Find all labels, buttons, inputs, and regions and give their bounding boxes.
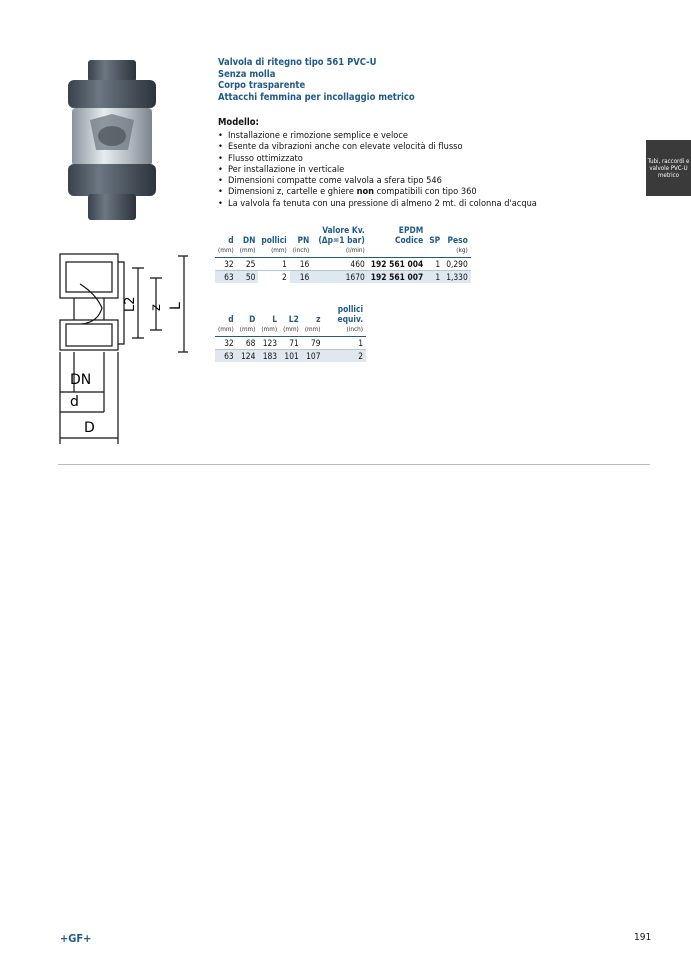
col-header xyxy=(312,225,367,245)
cell: 25 xyxy=(237,258,259,271)
cell: 71 xyxy=(280,337,302,350)
unit-cell: (inch) xyxy=(324,324,367,337)
col-header-line: equiv. xyxy=(337,314,364,324)
feature-list xyxy=(218,130,537,209)
cell: 2 xyxy=(258,271,289,284)
feature-item: • Installazione e rimozione semplice e veloce xyxy=(218,130,537,141)
title-line: Attacchi femmina per incollaggio metrico xyxy=(218,91,415,103)
feature-text: Dimensioni z, cartelle e ghiere xyxy=(228,186,357,198)
feature-bold: non xyxy=(356,186,375,198)
valve-photo xyxy=(62,58,162,226)
cell: 1 xyxy=(324,337,367,350)
col-header: DN xyxy=(242,235,256,245)
feature-item: • Dimensioni compatte come valvola a sfera tipo 546 xyxy=(218,175,537,186)
tab-line: Tubi, raccordi e xyxy=(647,157,690,165)
unit-cell: (mm) xyxy=(302,324,324,337)
spec-table-1 xyxy=(215,225,471,283)
feature-item: • Flusso ottimizzato xyxy=(218,153,537,164)
col-header: Peso xyxy=(447,235,468,245)
col-header: L xyxy=(272,314,278,324)
cell: 63 xyxy=(215,350,237,363)
cell: 1 xyxy=(426,271,443,284)
col-header xyxy=(324,304,367,324)
col-header: z xyxy=(316,314,321,324)
col-header-line: EPDM xyxy=(398,225,424,235)
spec-table-2 xyxy=(215,304,366,362)
table-row xyxy=(215,337,366,350)
cell: 101 xyxy=(280,350,302,363)
unit-cell: (inch) xyxy=(290,245,313,258)
label-L2: L2 xyxy=(123,296,138,312)
col-header-line: Codice xyxy=(394,235,424,245)
cell: 1 xyxy=(426,258,443,271)
cell: 79 xyxy=(302,337,324,350)
tab-line: valvole PVC-U xyxy=(649,164,688,172)
col-header-line: Valore Kv. xyxy=(322,225,365,235)
unit-cell: (kg) xyxy=(443,245,471,258)
cell: 63 xyxy=(215,271,237,284)
label-z: z xyxy=(149,304,164,311)
col-header: d xyxy=(228,235,234,245)
page-number: 191 xyxy=(634,932,652,943)
label-D: D xyxy=(84,420,95,436)
product-title xyxy=(218,57,415,103)
title-line: Corpo trasparente xyxy=(218,80,306,91)
col-header: L2 xyxy=(288,314,299,324)
cell: 32 xyxy=(215,258,237,271)
unit-cell: (mm) xyxy=(280,324,302,337)
cell: 192 561 004 xyxy=(368,258,426,271)
feature-item xyxy=(218,186,537,197)
col-header-line: (Δp=1 bar) xyxy=(318,235,365,245)
label-d: d xyxy=(70,394,79,410)
unit-cell: (mm) xyxy=(258,245,289,258)
table-row xyxy=(215,271,471,284)
cell: 0,290 xyxy=(443,258,471,271)
unit-cell: (mm) xyxy=(237,324,259,337)
cell: 68 xyxy=(237,337,259,350)
cell: 123 xyxy=(258,337,280,350)
cell: 50 xyxy=(237,271,259,284)
cell: 183 xyxy=(258,350,280,363)
col-header: SP xyxy=(429,235,441,245)
cell: 32 xyxy=(215,337,237,350)
col-header-line: pollici xyxy=(337,304,364,314)
unit-cell: (mm) xyxy=(237,245,259,258)
section-tab xyxy=(646,140,691,196)
cell: 107 xyxy=(302,350,324,363)
unit-cell xyxy=(426,245,443,258)
label-DN: DN xyxy=(70,372,92,388)
feature-item: • Per installazione in verticale xyxy=(218,164,537,175)
divider xyxy=(58,464,650,465)
col-header: PN xyxy=(297,235,310,245)
table-row xyxy=(215,258,471,271)
col-header xyxy=(368,225,426,245)
cell: 2 xyxy=(324,350,367,363)
unit-cell: (mm) xyxy=(215,245,237,258)
cell: 460 xyxy=(312,258,367,271)
unit-cell: (mm) xyxy=(215,324,237,337)
gf-logo: +GF+ xyxy=(60,932,92,945)
unit-cell: (mm) xyxy=(258,324,280,337)
title-line: Valvola di ritegno tipo 561 PVC-U xyxy=(218,57,377,68)
col-header: D xyxy=(249,314,256,324)
table-row xyxy=(215,350,366,363)
col-header: pollici xyxy=(261,235,287,245)
cell: 1,330 xyxy=(443,271,471,284)
dimension-drawing xyxy=(54,248,194,448)
unit-cell: (l/min) xyxy=(312,245,367,258)
col-header: d xyxy=(228,314,234,324)
label-L: L xyxy=(168,302,184,310)
cell: 1670 xyxy=(312,271,367,284)
cell: 16 xyxy=(290,271,313,284)
cell: 1 xyxy=(258,258,289,271)
unit-cell xyxy=(368,245,426,258)
feature-item: • La valvola fa tenuta con una pressione di almeno 2 mt. di colonna d'acqua xyxy=(218,198,537,209)
feature-text: compatibili con tipo 360 xyxy=(374,186,477,198)
cell: 192 561 007 xyxy=(368,271,426,284)
title-line: Senza molla xyxy=(218,68,276,80)
cell: 124 xyxy=(237,350,259,363)
cell: 16 xyxy=(290,258,313,271)
model-heading: Modello: xyxy=(218,117,259,128)
feature-item: • Esente da vibrazioni anche con elevate velocità di flusso xyxy=(218,141,537,152)
tab-line: metrico xyxy=(657,171,679,179)
